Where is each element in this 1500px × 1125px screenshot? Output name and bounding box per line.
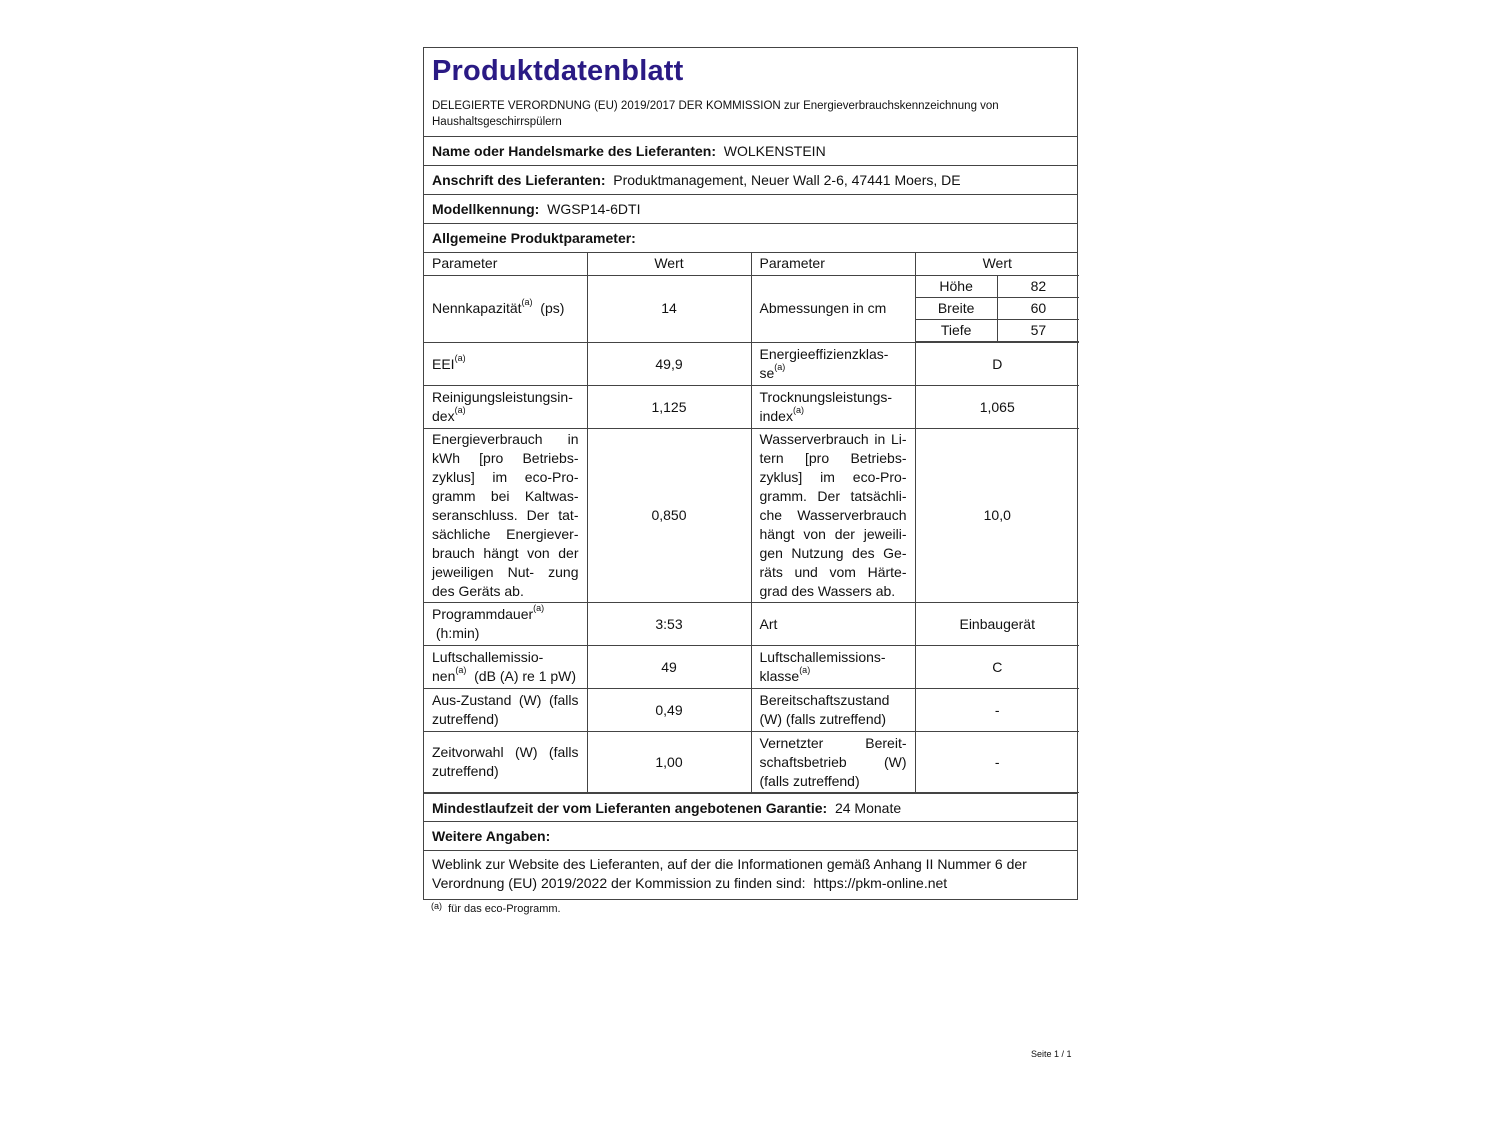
table-row (424, 732, 1079, 793)
duration-label-text: Programmdauer (432, 606, 534, 622)
noise-class-value: C (915, 646, 1079, 689)
delay-start-label: Zeitvorwahl (W) (falls zutreffend) (424, 732, 587, 793)
product-data-sheet (423, 47, 1078, 900)
capacity-label-text: Nennkapazität (432, 300, 522, 317)
capacity-unit: (ps) (540, 300, 565, 317)
noise-class-label-line-2: klasse (759, 668, 800, 684)
height-label: Höhe (916, 276, 998, 298)
duration-value: 3:53 (587, 603, 751, 646)
model-row (424, 195, 1077, 224)
dimensions-table (916, 276, 1080, 343)
parameters-table (424, 253, 1079, 793)
footnote-text: für das eco-Programm. (448, 903, 561, 915)
footnote-marker: (a) (454, 405, 466, 415)
water-consumption-value: 10,0 (915, 429, 1079, 603)
noise-label-line-2: nen (432, 668, 456, 684)
table-row (424, 386, 1079, 429)
footnote-marker: (a) (454, 352, 466, 363)
noise-label (424, 646, 587, 689)
drying-index-label (751, 386, 915, 429)
general-parameters-label: Allgemeine Produktparameter: (432, 230, 636, 246)
water-consumption-label: Wasserverbrauch in Li- tern [pro Betriebs- zyklus] im eco-Pro- gramm. Der tatsächli- che Wasserverbrauch hängt von der jeweili- gen Nutzung des Ge- räts und vom Härte- grad des Wassers ab. (751, 429, 915, 603)
energy-consumption-label: Energieverbrauch in kWh [pro Betriebs- zyklus] im eco-Pro- gramm bei Kaltwas- seranschluss. Der tat- sächliche Energiever- brauch hängt von der jeweiligen Nut- zung des Geräts ab. (424, 429, 587, 603)
model-label: Modellkennung: (432, 201, 540, 217)
table-row (424, 689, 1079, 732)
table-row (424, 429, 1079, 603)
noise-unit: (dB (A) re 1 pW) (474, 668, 577, 684)
noise-value: 49 (587, 646, 751, 689)
eei-label (424, 343, 587, 386)
footnote-marker: (a) (533, 603, 545, 613)
supplier-name-value: WOLKENSTEIN (723, 143, 826, 159)
energy-class-value: D (915, 343, 1079, 386)
drying-label-line-1: Trocknungsleistungs- (759, 389, 893, 405)
table-row (424, 343, 1079, 386)
page-title: Produktdatenblatt (432, 55, 684, 87)
header-value-1: Wert (587, 253, 751, 275)
footnote-marker: (a) (455, 665, 467, 675)
header-block (424, 48, 1077, 137)
cleaning-label-line-2: dex (432, 408, 455, 424)
cleaning-index-value: 1,125 (587, 386, 751, 429)
depth-value: 57 (997, 320, 1079, 342)
network-standby-label: Vernetzter Bereit- schaftsbetrieb (W) (falls zutreffend) (751, 732, 915, 793)
standby-value: - (915, 689, 1079, 732)
header-value-2: Wert (915, 253, 1079, 275)
warranty-value: 24 Monate (834, 800, 902, 816)
table-row (424, 646, 1079, 689)
noise-class-label-line-1: Luftschallemissions- (759, 649, 886, 665)
capacity-label (424, 275, 587, 343)
noise-label-line-1: Luftschallemissio- (432, 649, 544, 665)
duration-label (424, 603, 587, 646)
supplier-address-label: Anschrift des Lieferanten: (432, 172, 606, 188)
cleaning-label-line-1: Reinigungsleistungsin- (432, 389, 573, 405)
energy-consumption-value: 0,850 (587, 429, 751, 603)
type-label: Art (751, 603, 915, 646)
dimensions-label: Abmessungen in cm (751, 275, 915, 343)
drying-label-line-2: index (759, 408, 793, 424)
off-mode-label: Aus-Zustand (W) (falls zutreffend) (424, 689, 587, 732)
width-label: Breite (916, 298, 998, 320)
footnote-marker: (a) (792, 405, 804, 415)
noise-class-label (751, 646, 915, 689)
height-value: 82 (997, 276, 1079, 298)
duration-unit: (h:min) (435, 625, 480, 641)
eei-value: 49,9 (587, 343, 751, 386)
off-mode-value: 0,49 (587, 689, 751, 732)
table-row (424, 275, 1079, 343)
energy-class-label (751, 343, 915, 386)
header-parameter-2: Parameter (751, 253, 915, 275)
depth-label: Tiefe (916, 320, 998, 342)
footnote-marker: (a) (431, 901, 442, 911)
capacity-value: 14 (587, 275, 751, 343)
drying-index-value: 1,065 (915, 386, 1079, 429)
cleaning-index-label (424, 386, 587, 429)
weblink-url[interactable]: https://pkm-online.net (813, 875, 948, 891)
footnote (431, 903, 561, 915)
standby-label: Bereitschaftszustand (W) (falls zutreffend) (751, 689, 915, 732)
regulation-subtitle: DELEGIERTE VERORDNUNG (EU) 2019/2017 DER KOMMISSION zur Energieverbrauchskennzeichnung von Haushaltsgeschirrspülern (432, 100, 999, 128)
weblink-block (424, 851, 1077, 899)
type-value: Einbaugerät (915, 603, 1079, 646)
weblink-text: Weblink zur Website des Lieferanten, auf der die Informationen gemäß Anhang II Nummer 6 der Verordnung (EU) 2019/2022 der Kommission zu finden sind: (432, 856, 1027, 891)
energy-class-label-line-1: Energieeffizienzklas- (759, 346, 889, 362)
model-value: WGSP14-6DTI (547, 201, 641, 217)
supplier-address-value: Produktmanagement, Neuer Wall 2-6, 47441 Moers, DE (613, 172, 961, 188)
delay-start-value: 1,00 (587, 732, 751, 793)
warranty-row (424, 793, 1077, 822)
supplier-name-row (424, 137, 1077, 166)
table-row (424, 603, 1079, 646)
eei-label-text: EEI (432, 355, 455, 372)
network-standby-value: - (915, 732, 1079, 793)
energy-class-label-line-2: se (759, 365, 775, 381)
footnote-marker: (a) (799, 665, 811, 675)
general-parameters-row (424, 224, 1077, 253)
footnote-marker: (a) (774, 362, 786, 372)
supplier-name-label: Name oder Handelsmarke des Lieferanten: (432, 143, 716, 159)
table-header-row (424, 253, 1079, 275)
header-parameter-1: Parameter (424, 253, 587, 275)
page-number: Seite 1 / 1 (1031, 1049, 1072, 1059)
warranty-label: Mindestlaufzeit der vom Lieferanten angebotenen Garantie: (432, 800, 828, 816)
width-value: 60 (997, 298, 1079, 320)
supplier-address-row (424, 166, 1077, 195)
footnote-marker: (a) (521, 297, 533, 308)
further-info-label: Weitere Angaben: (432, 828, 551, 844)
further-info-row (424, 822, 1077, 851)
dimensions-cell (915, 275, 1079, 343)
